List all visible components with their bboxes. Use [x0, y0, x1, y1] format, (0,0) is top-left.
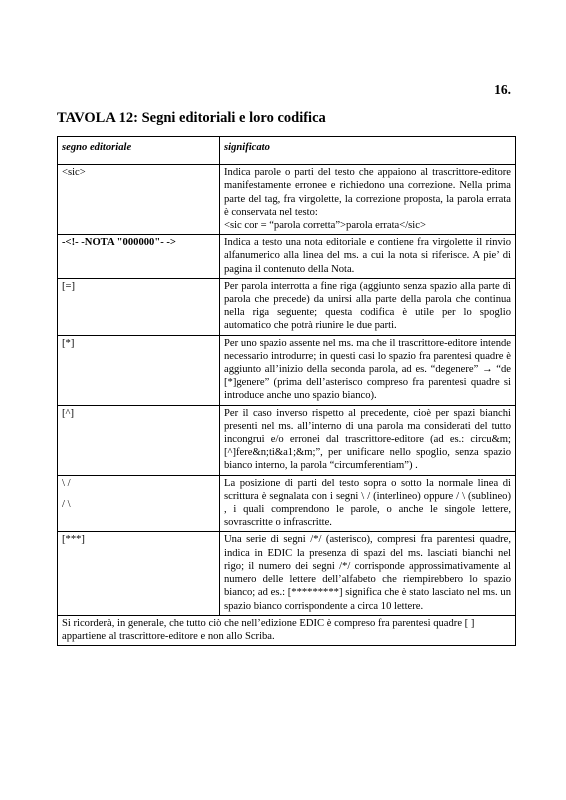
table-row: [58, 335, 516, 405]
sign-cell: <sic>: [58, 165, 220, 235]
meaning-cell: Indica a testo una nota editoriale e contiene fra virgolette il rinvio alfanumerico alla linea del ms. a cui la nota si riferisce. A pie’ di pagina il contenuto della Nota.: [220, 235, 516, 279]
table-row: [58, 405, 516, 475]
meaning-cell: [220, 165, 516, 235]
meaning-example: <sic cor = “parola corretta”>parola errata</sic>: [224, 220, 426, 232]
page-title: TAVOLA 12: Segni editoriali e loro codifica: [57, 110, 326, 126]
sign-cell: [=]: [58, 278, 220, 335]
meaning-cell: Per parola interrotta a fine riga (aggiunto senza spazio alla parte di parola che precede) da unirsi alla parte della parola che continua nella riga seguente; questa codifica è utile per lo spoglio automatico che potrà riunire le due parti.: [220, 278, 516, 335]
column-header-meaning: significato: [220, 137, 516, 165]
sign-cell: [*]: [58, 335, 220, 405]
meaning-cell: Per il caso inverso rispetto al precedente, cioè per spazi bianchi presenti nel ms. all’interno di una parola ma considerati del tutto incongrui e/o erronei dal trascrittore-editore (ad es.: circu&m;[^]fere&n;ti&a1;&m;”, per unificare nello spoglio, senza spazio bianco interno, la parola “circumferentiam”) .: [220, 405, 516, 475]
sign-cell: [^]: [58, 405, 220, 475]
table-header-row: [58, 137, 516, 165]
sublinear-sign: / \: [62, 498, 71, 510]
sign-cell: [58, 475, 220, 532]
page-number: 16.: [494, 82, 511, 97]
table-row: [58, 165, 516, 235]
table-row: [58, 278, 516, 335]
meaning-cell: La posizione di parti del testo sopra o sotto la normale linea di scrittura è segnalata con i segni \ / (interlineo) oppure / \ (sublineo) , i quali comprendono le parole, o anche le singole lettere, sovrascritte o infrascritte.: [220, 475, 516, 532]
table-row: [58, 475, 516, 532]
meaning-text: Indica parole o parti del testo che appaiono al trascrittore-editore manifestamente erronee e richiedono una correzione. Nella prima parte del tag, fra virgolette, la correzione proposta, la parola errata è conservata nel testo:: [224, 167, 511, 218]
table-footnote: Si ricorderà, in generale, che tutto ciò che nell’edizione EDIC è compreso fra parentesi quadre [ ] appartiene al trascrittore-editore e non allo Scriba.: [58, 615, 516, 645]
sign-cell: -<!- -NOTA "000000"- ->: [58, 235, 220, 279]
table-row: [58, 532, 516, 615]
column-header-sign: segno editoriale: [58, 137, 220, 165]
editorial-signs-table: [57, 136, 516, 646]
sign-cell: [***]: [58, 532, 220, 615]
meaning-cell: Una serie di segni /*/ (asterisco), compresi fra parentesi quadre, indica in EDIC la presenza di spazi del ms. lasciati bianchi nel rigo; il numero dei segni /*/ corrisponde approssimativamente al numero delle lettere dell’alfabeto che riempirebbero lo spazio bianco; ad es.: [*********] significa che è stato lasciato nel ms. un spazio bianco corrispondente a circa 10 lettere.: [220, 532, 516, 615]
meaning-cell: Per uno spazio assente nel ms. ma che il trascrittore-editore intende necessario introdurre; in questi casi lo spazio fra parentesi quadre è aggiunto all’inizio della seconda parola, ad es. “degenere” → “de [*]genere” (prima dell’asterisco compreso fra parentesi quadre si introduce anche uno spazio bianco).: [220, 335, 516, 405]
table-footer-row: [58, 615, 516, 645]
interlinear-sign: \ /: [62, 477, 71, 489]
table-row: [58, 235, 516, 279]
